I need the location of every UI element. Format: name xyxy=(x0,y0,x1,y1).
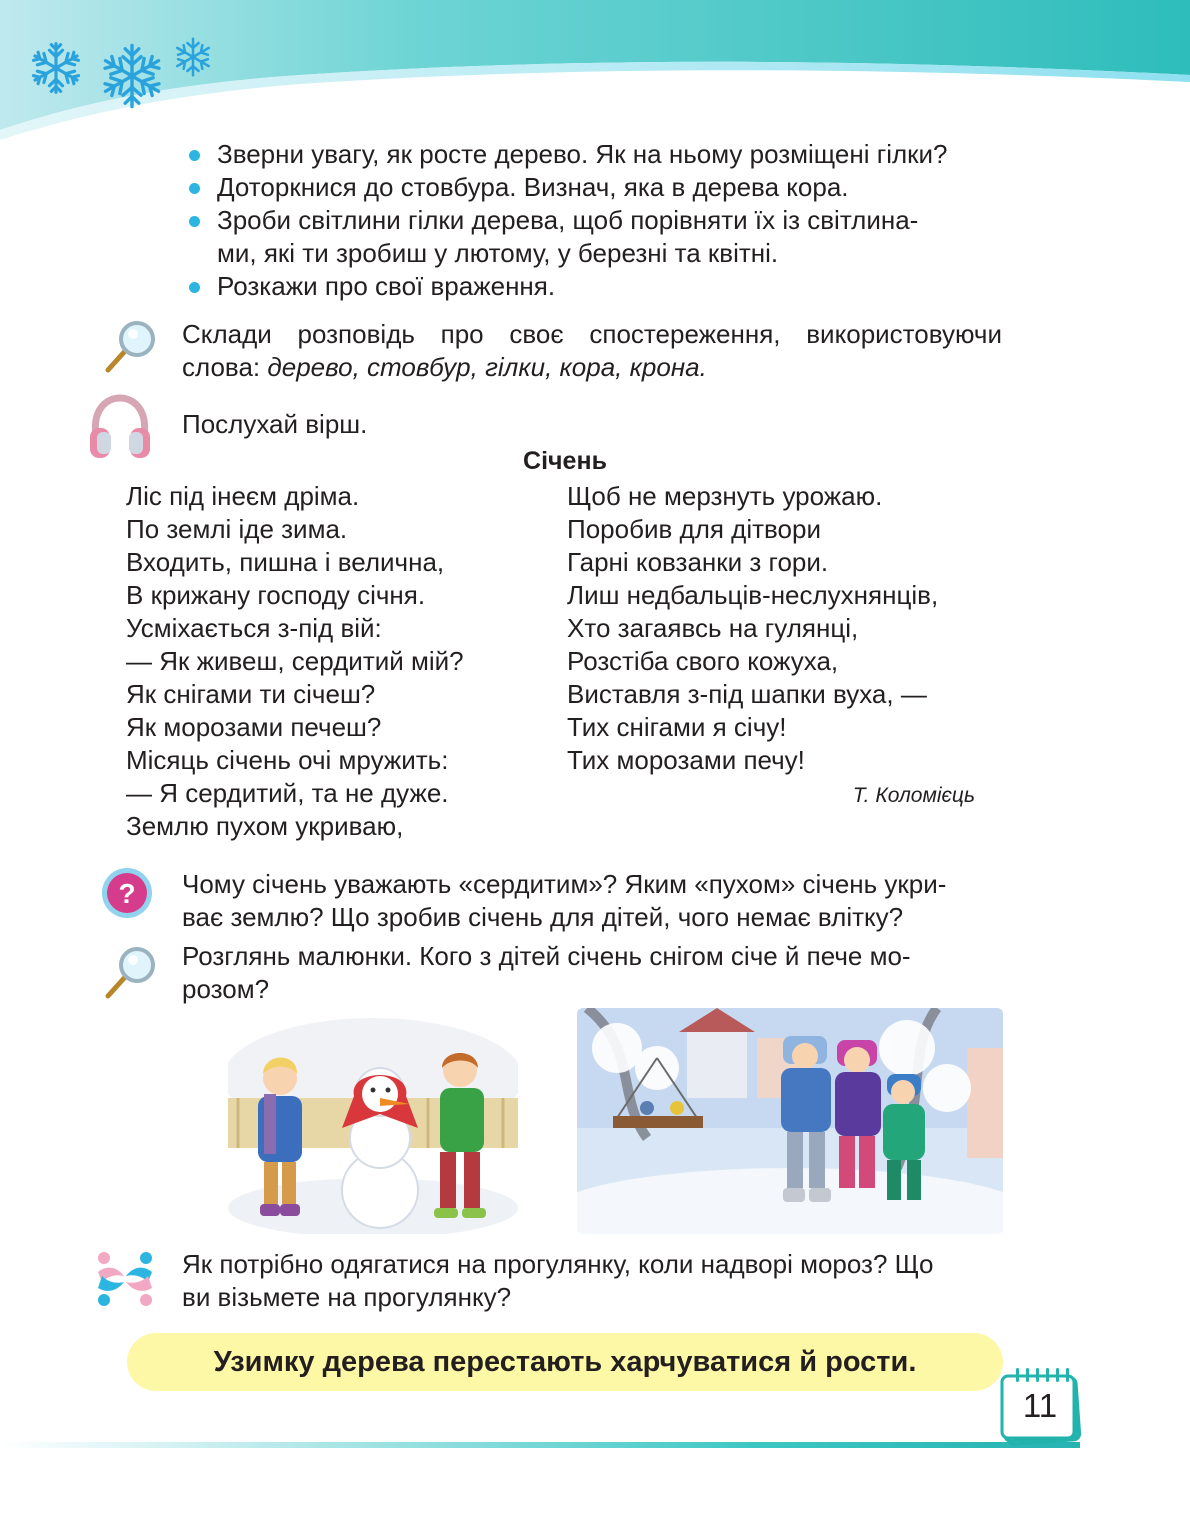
snowflake-icon xyxy=(172,36,214,78)
poem-line: Усміхається з-під вій: xyxy=(126,613,382,643)
bullet-item: Розкажи про свої враження. xyxy=(185,270,1015,303)
look-task: Розглянь малюнки. Кого з дітей січень снігом січе й пече мо- розом? xyxy=(182,941,911,1004)
poem-line: Землю пухом укриваю, xyxy=(126,811,404,841)
poem-line: Входить, пишна і велична, xyxy=(126,547,445,577)
poem-left-column xyxy=(126,480,464,843)
snowman-illustration xyxy=(228,1018,518,1234)
poem-line: Лиш недбальців-неслухнянців, xyxy=(567,580,939,610)
poem-line: Виставля з-під шапки вуха, — xyxy=(567,679,927,709)
poem-line: Як морозами печеш? xyxy=(126,712,382,742)
bullet-item: Доторкнися до стовбура. Визнач, яка в дерева кора. xyxy=(185,171,1015,204)
question-icon xyxy=(100,866,154,920)
task-story: Склади розповідь про своє спостереження, використовуючи слова: дерево, стовбур, гілки, кора, крона. xyxy=(182,319,1002,382)
poem-line: Щоб не мерзнуть урожаю. xyxy=(567,481,883,511)
observation-bullets xyxy=(185,138,1015,303)
magnifier-icon xyxy=(100,944,158,1002)
question-text: Чому січень уважають «сердитим»? Яким «пухом» січень укри- ває землю? Що зробив січень для дітей, чого немає влітку? xyxy=(182,869,947,932)
poem-line: — Я сердитий, та не дуже. xyxy=(126,778,449,808)
poem-line: Як снігами ти січеш? xyxy=(126,679,376,709)
group-task: Як потрібно одягатися на прогулянку, коли надворі мороз? Що ви візьмете на прогулянку? xyxy=(182,1249,934,1312)
poem-line: Гарні ковзанки з гори. xyxy=(567,547,829,577)
poem-line: Тих морозами печу! xyxy=(567,745,805,775)
poem-line: Тих снігами я січу! xyxy=(567,712,787,742)
bullet-dot xyxy=(189,150,200,161)
poem-line: Поробив для дітвори xyxy=(567,514,821,544)
bird-feeder-illustration xyxy=(577,1008,1003,1234)
poem-line: По землі іде зима. xyxy=(126,514,348,544)
bullet-item: Зверни увагу, як росте дерево. Як на ньому розміщені гілки? xyxy=(185,138,1015,171)
bullet-item: Зроби світлини гілки дерева, щоб порівняти їх із світлина- ми, які ти зробиш у лютому, у березні та квітні. xyxy=(185,204,1015,270)
poem-line: Місяць січень очі мружить: xyxy=(126,745,449,775)
poem-line: Розстіба свого кожуха, xyxy=(567,646,839,676)
poem-title: Січень xyxy=(523,447,607,475)
poem-author: Т. Коломієць xyxy=(852,784,975,807)
page-number: 11 xyxy=(1022,1387,1058,1424)
bullet-dot xyxy=(189,282,200,293)
headphones-icon xyxy=(86,392,154,462)
bullet-dot xyxy=(189,183,200,194)
group-work-icon xyxy=(94,1248,156,1310)
poem-line: Ліс під інеєм дріма. xyxy=(126,481,360,511)
conclusion-box: Узимку дерева перестають харчуватися й рости. xyxy=(127,1333,1003,1391)
listen-instruction: Послухай вірш. xyxy=(182,409,368,439)
poem-right-column xyxy=(567,480,938,777)
snowflake-icon xyxy=(98,42,166,110)
bottom-decorative-line xyxy=(0,1442,1080,1448)
poem-line: Хто загаявсь на гулянці, xyxy=(567,613,859,643)
snowflake-icon xyxy=(28,40,84,96)
poem-line: В крижану господу січня. xyxy=(126,580,426,610)
poem-line: — Як живеш, сердитий мій? xyxy=(126,646,464,676)
magnifier-icon xyxy=(100,318,158,376)
bullet-dot xyxy=(189,216,200,227)
svg-text:?: ? xyxy=(118,878,136,909)
